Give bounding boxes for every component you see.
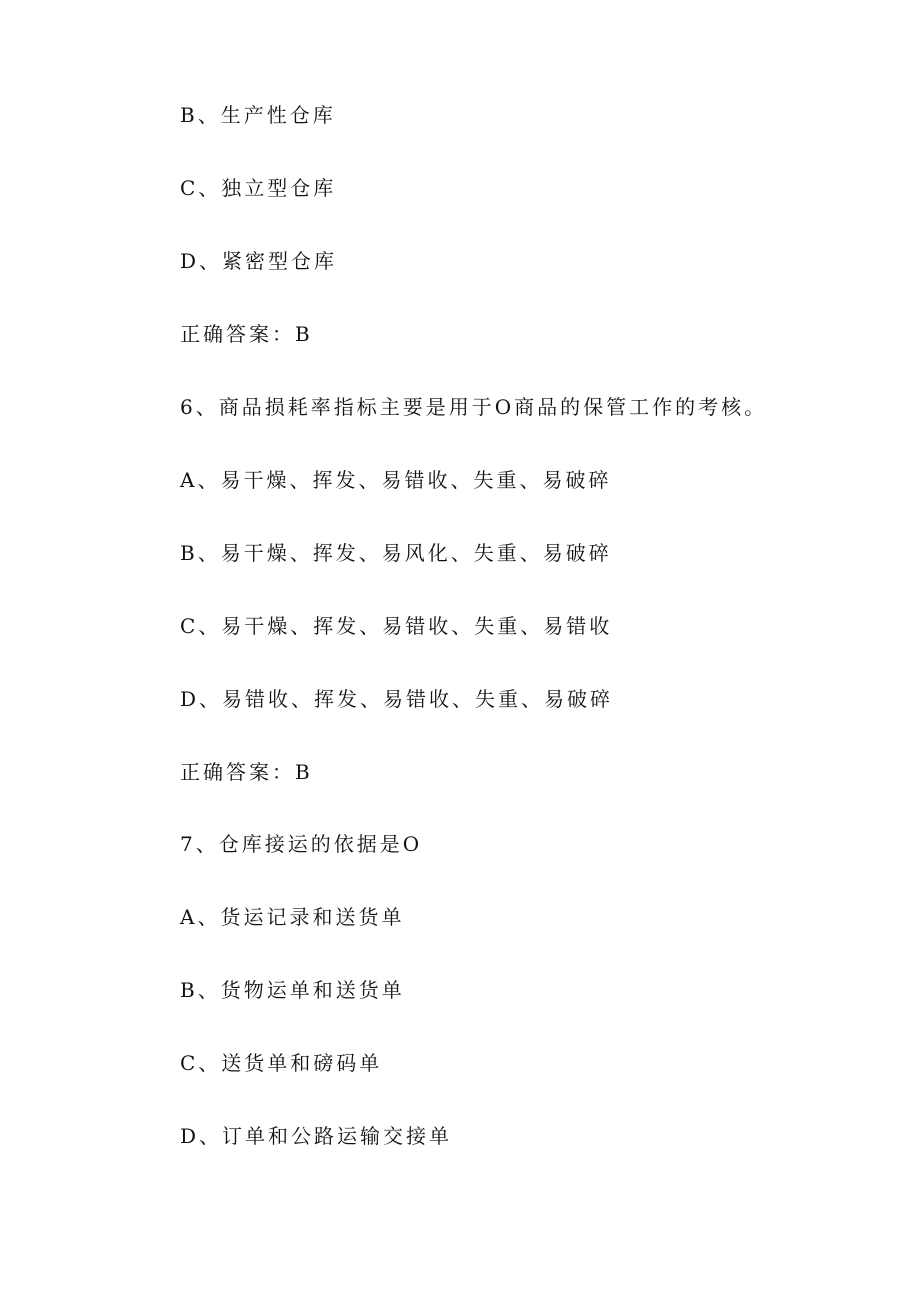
option-a-q7: A、货运记录和送货单 — [180, 905, 405, 929]
option-c-q5: C、独立型仓库 — [180, 176, 337, 200]
option-b-q6: B、易干燥、挥发、易风化、失重、易破碎 — [180, 541, 612, 565]
answer-q5: 正确答案：B — [180, 322, 313, 346]
option-d-q6: D、易错收、挥发、易错收、失重、易破碎 — [180, 687, 614, 711]
option-d-q7: D、订单和公路运输交接单 — [180, 1124, 453, 1148]
option-c-q6: C、易干燥、挥发、易错收、失重、易错收 — [180, 614, 613, 638]
option-a-q6: A、易干燥、挥发、易错收、失重、易破碎 — [180, 468, 612, 492]
option-c-q7: C、送货单和磅码单 — [180, 1051, 383, 1075]
answer-q6: 正确答案：B — [180, 760, 313, 784]
question-7: 7、仓库接运的依据是O — [180, 832, 423, 856]
option-b-q5: B、生产性仓库 — [180, 103, 336, 127]
option-d-q5: D、紧密型仓库 — [180, 249, 338, 273]
question-6: 6、商品损耗率指标主要是用于O商品的保管工作的考核。 — [180, 395, 768, 419]
option-b-q7: B、货物运单和送货单 — [180, 978, 405, 1002]
